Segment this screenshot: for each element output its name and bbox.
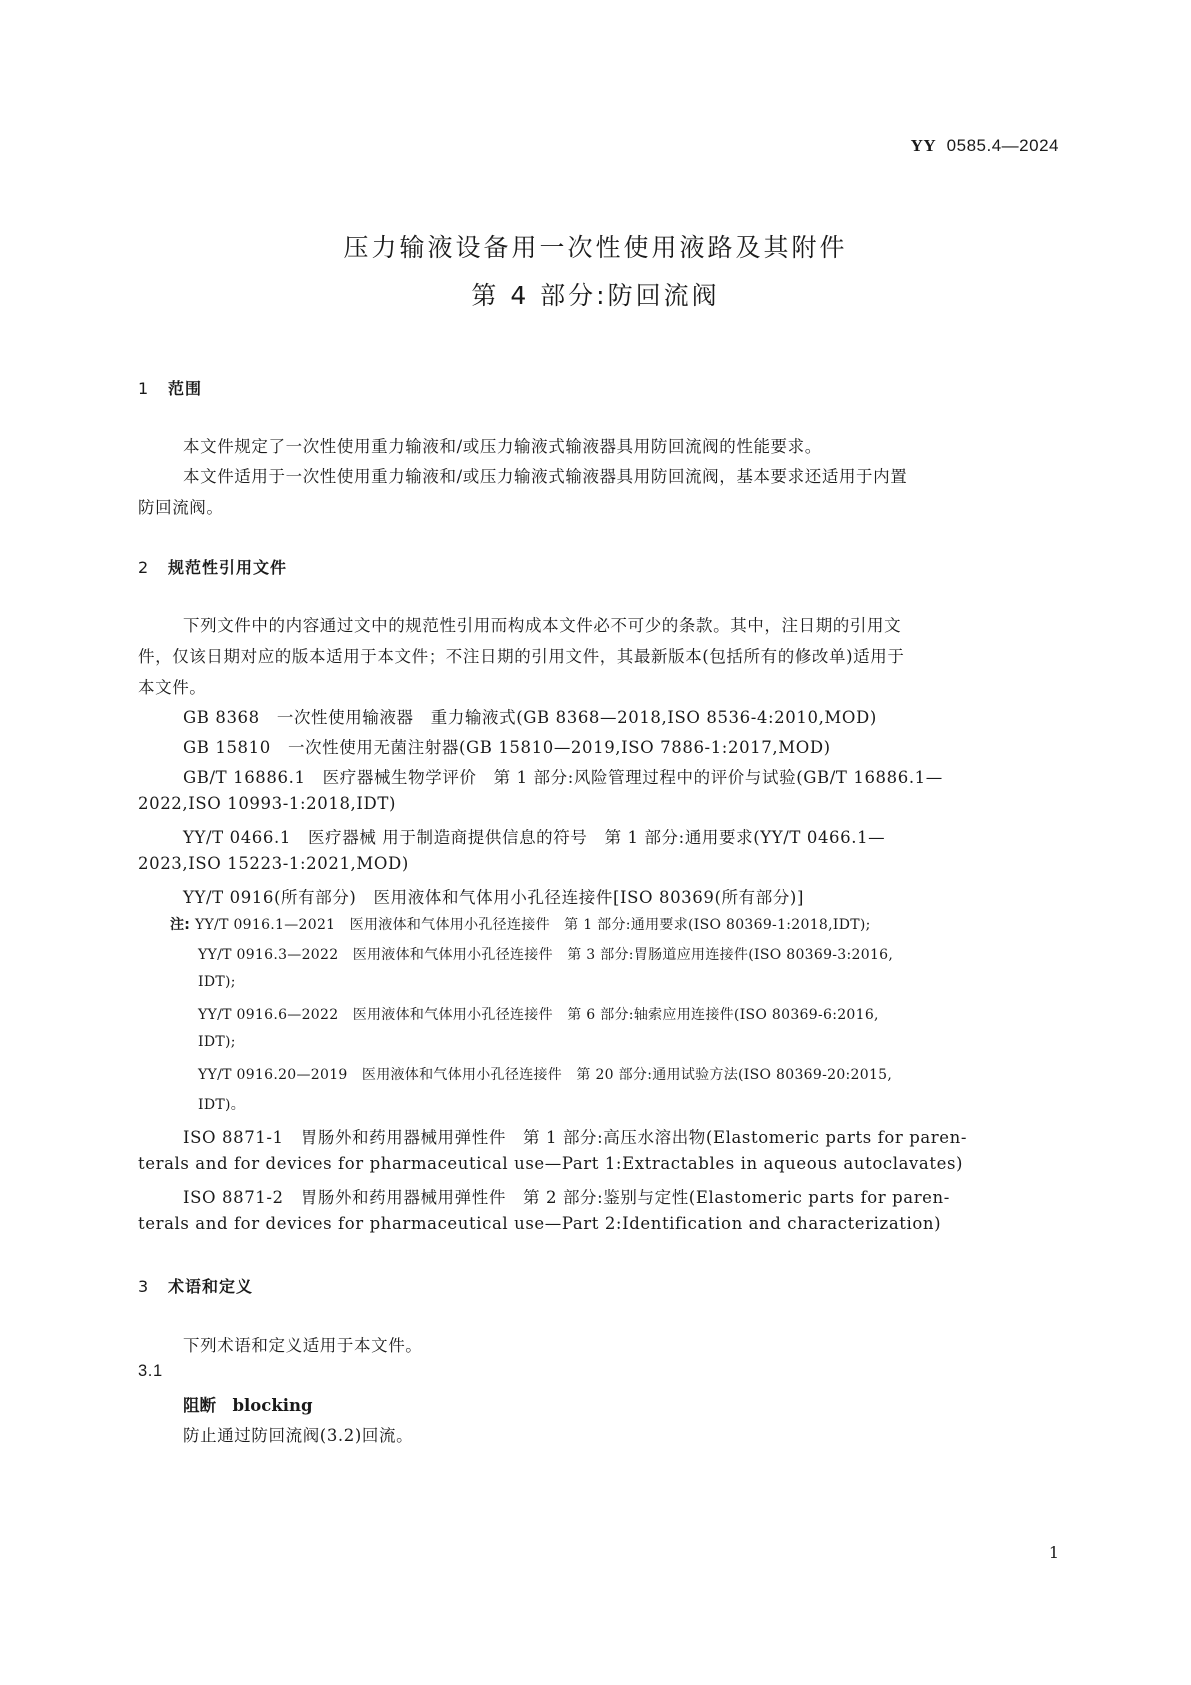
- note-line: IDT);: [198, 974, 236, 990]
- section-title: 范围: [168, 379, 203, 398]
- note-line: YY/T 0916.3—2022 医用液体和气体用小孔径连接件 第 3 部分:胃肠道应用连接件(ISO 80369-3:2016,: [198, 947, 894, 963]
- section-number: 1: [138, 379, 150, 398]
- paragraph: 件，仅该日期对应的版本适用于本文件；不注日期的引用文件，其最新版本(包括所有的修改单)适用于: [138, 647, 905, 666]
- document-title-line1: 压力输液设备用一次性使用液路及其附件: [343, 233, 848, 262]
- paragraph: 本文件规定了一次性使用重力输液和/或压力输液式输液器具用防回流阀的性能要求。: [183, 437, 822, 456]
- section-number: 3: [138, 1277, 150, 1296]
- reference-item: GB 15810 一次性使用无菌注射器(GB 15810—2019,ISO 7886-1:2017,MOD): [183, 738, 831, 757]
- reference-item: ISO 8871-2 胃肠外和药用器械用弹性件 第 2 部分:鉴别与定性(Elastomeric parts for paren-: [183, 1188, 950, 1207]
- reference-item: YY/T 0466.1 医疗器械 用于制造商提供信息的符号 第 1 部分:通用要求(YY/T 0466.1—: [183, 828, 886, 847]
- clause-number: 3.1: [138, 1362, 163, 1380]
- section-1-heading: [138, 376, 202, 399]
- page-number: 1: [1048, 1543, 1059, 1562]
- note-line: YY/T 0916.1—2021 医用液体和气体用小孔径连接件 第 1 部分:通用要求(ISO 80369-1:2018,IDT);: [194, 917, 871, 933]
- term-heading: 阻断 blocking: [183, 1396, 313, 1415]
- term-definition: 防止通过防回流阀(3.2)回流。: [183, 1426, 414, 1445]
- standard-prefix: YY: [910, 136, 937, 155]
- note-line: IDT)。: [198, 1097, 246, 1113]
- paragraph: 本文件。: [138, 678, 207, 697]
- reference-item-cont: terals and for devices for pharmaceutical use—Part 2:Identification and characterization): [138, 1214, 942, 1233]
- reference-item: YY/T 0916(所有部分) 医用液体和气体用小孔径连接件[ISO 80369(所有部分)]: [183, 888, 804, 907]
- reference-item: GB/T 16886.1 医疗器械生物学评价 第 1 部分:风险管理过程中的评价与试验(GB/T 16886.1—: [183, 768, 943, 787]
- reference-item-cont: 2023,ISO 15223-1:2021,MOD): [138, 854, 409, 873]
- section-3-heading: [138, 1274, 253, 1297]
- section-title: 术语和定义: [168, 1277, 254, 1296]
- note-label: 注:: [170, 917, 191, 933]
- note-line: YY/T 0916.6—2022 医用液体和气体用小孔径连接件 第 6 部分:轴索应用连接件(ISO 80369-6:2016,: [198, 1007, 879, 1023]
- note-line: IDT);: [198, 1034, 236, 1050]
- section-2-heading: [138, 555, 287, 578]
- paragraph: 本文件适用于一次性使用重力输液和/或压力输液式输液器具用防回流阀，基本要求还适用于内置: [183, 467, 908, 486]
- standard-code: 0585.4—2024: [946, 136, 1059, 155]
- paragraph: 下列术语和定义适用于本文件。: [183, 1336, 423, 1355]
- reference-item-cont: terals and for devices for pharmaceutical use—Part 1:Extractables in aqueous autoclavates): [138, 1154, 964, 1173]
- note: [170, 914, 871, 934]
- reference-item-cont: 2022,ISO 10993-1:2018,IDT): [138, 794, 396, 813]
- reference-item: GB 8368 一次性使用输液器 重力输液式(GB 8368—2018,ISO 8536-4:2010,MOD): [183, 708, 877, 727]
- paragraph: 防回流阀。: [138, 498, 224, 517]
- section-number: 2: [138, 558, 150, 577]
- section-title: 规范性引用文件: [168, 558, 288, 577]
- paragraph: 下列文件中的内容通过文中的规范性引用而构成本文件必不可少的条款。其中，注日期的引用文: [183, 616, 902, 635]
- note-line: YY/T 0916.20—2019 医用液体和气体用小孔径连接件 第 20 部分:通用试验方法(ISO 80369-20:2015,: [198, 1067, 893, 1083]
- reference-item: ISO 8871-1 胃肠外和药用器械用弹性件 第 1 部分:高压水溶出物(Elastomeric parts for paren-: [183, 1128, 968, 1147]
- standard-number: [911, 136, 1059, 156]
- document-title-line2: 第 4 部分:防回流阀: [471, 281, 720, 310]
